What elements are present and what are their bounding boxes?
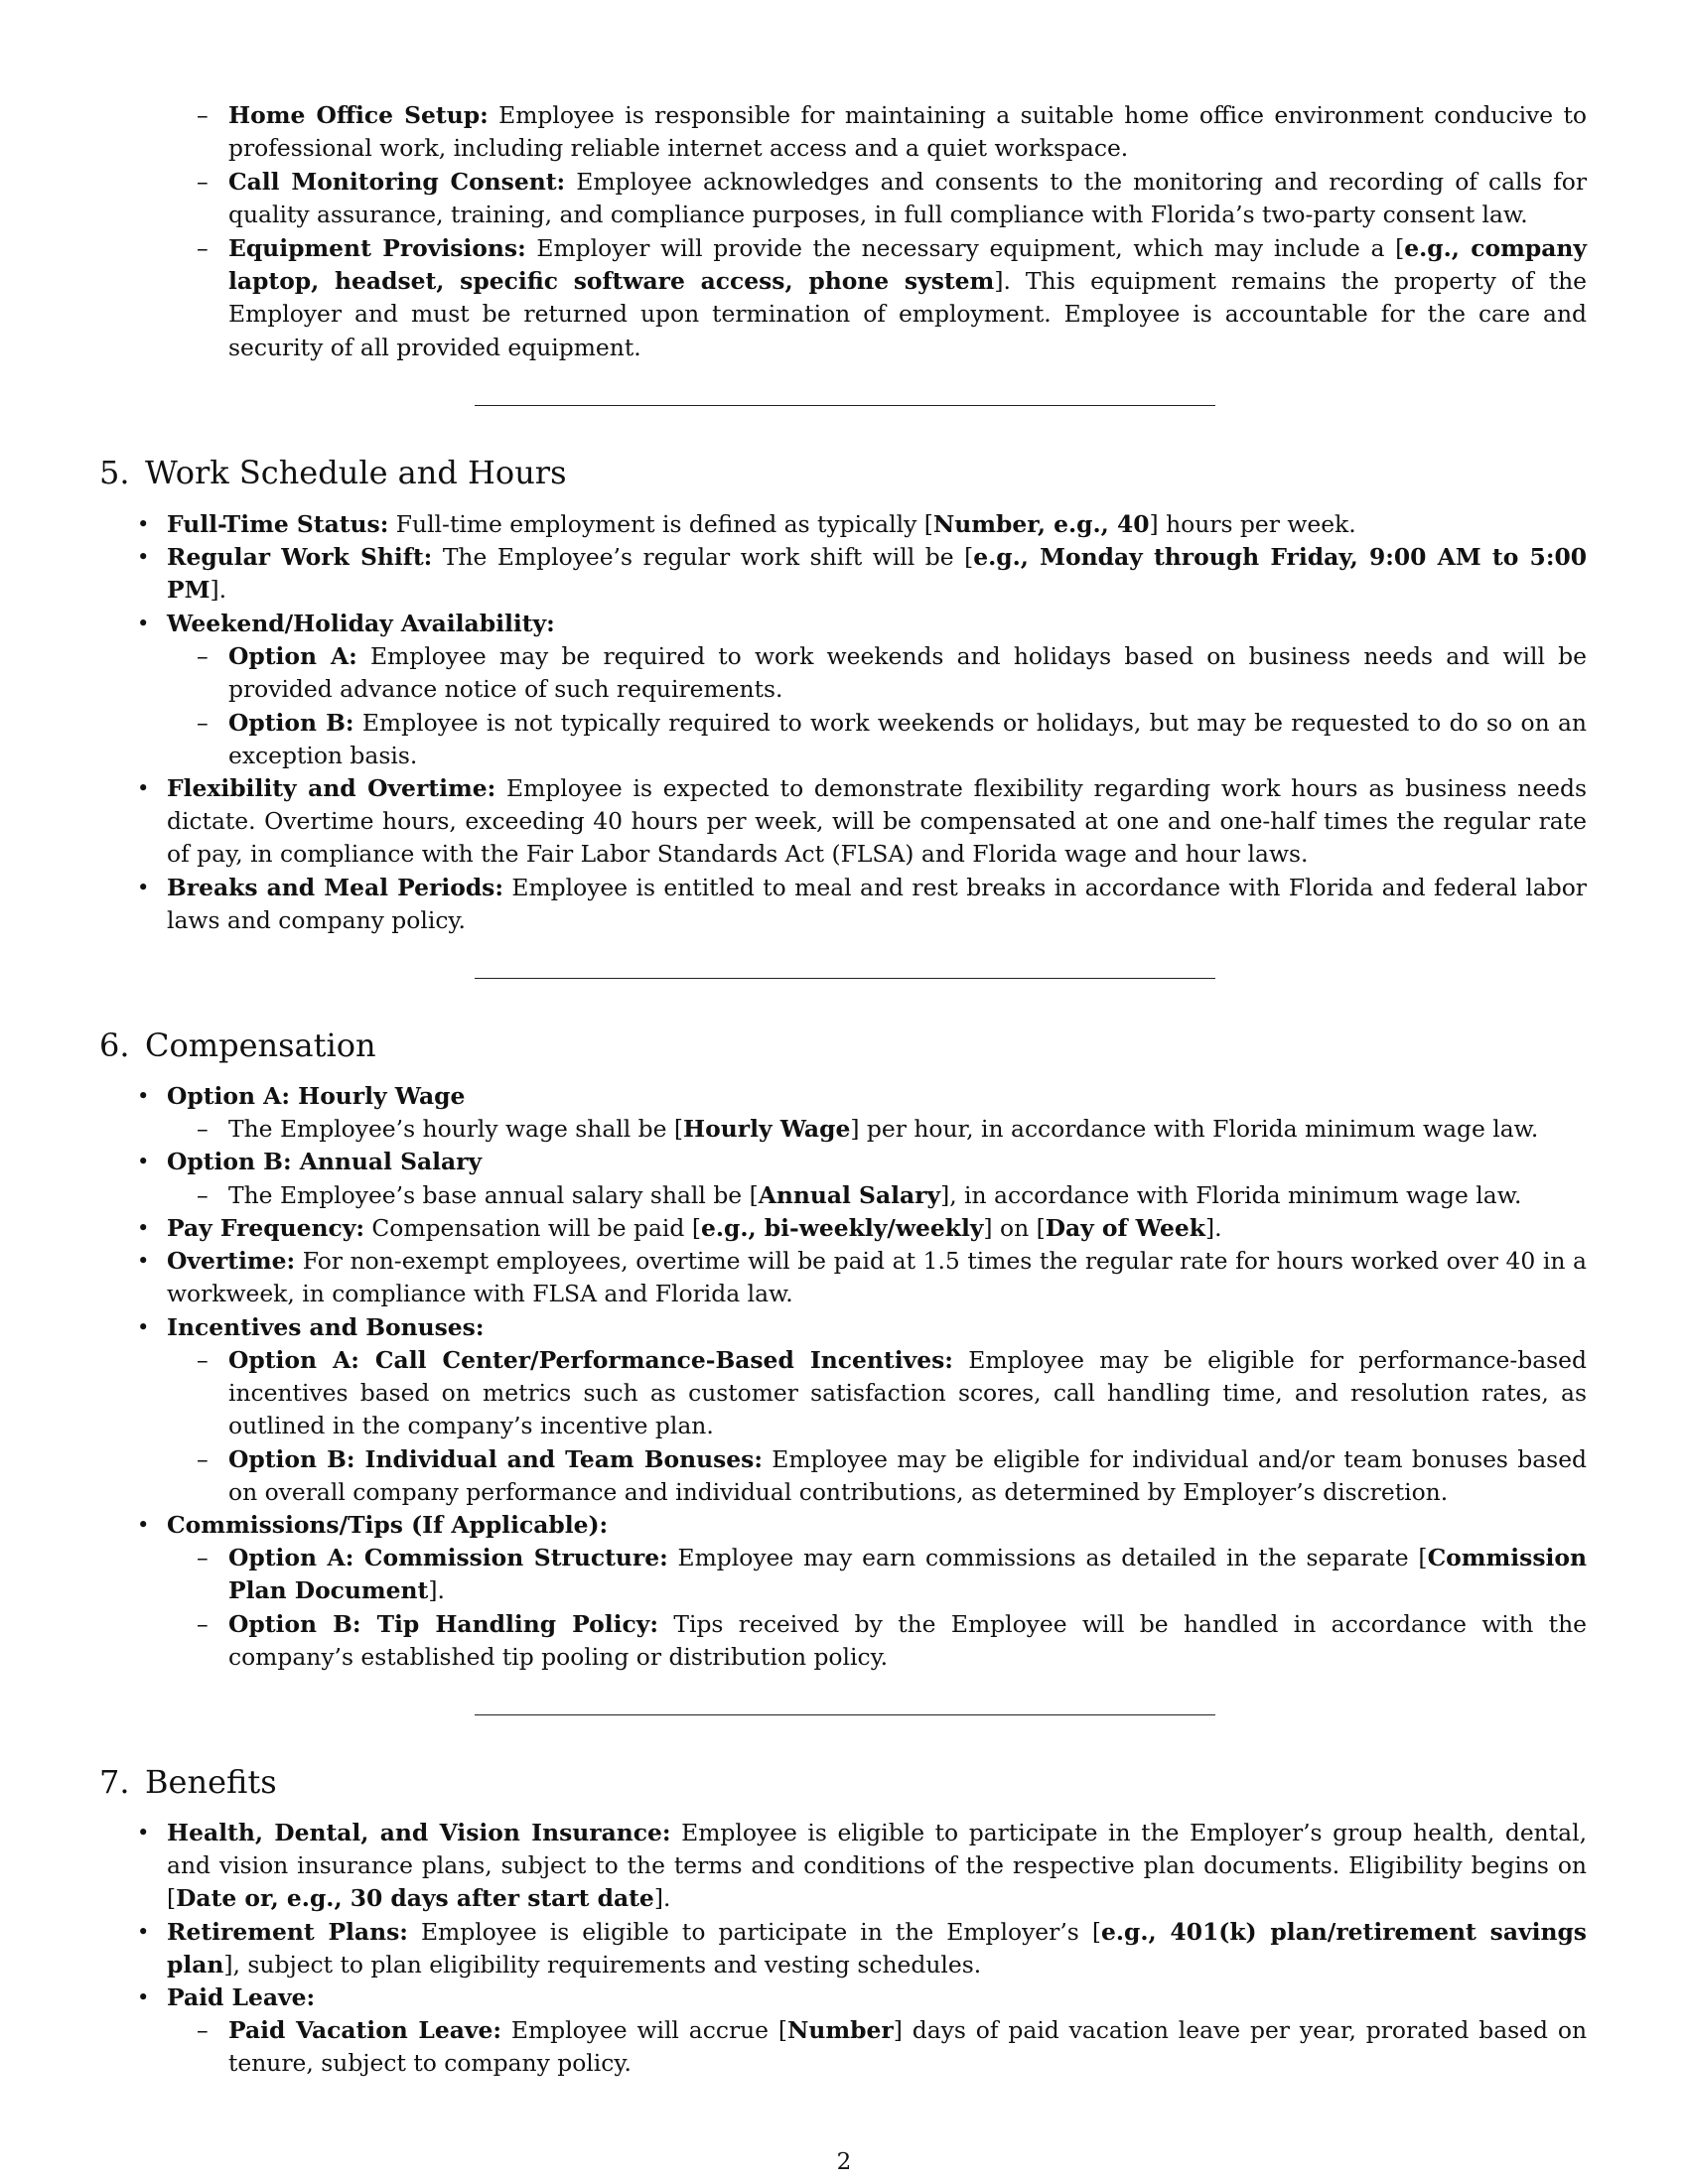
list-item-full-time: • Full-Time Status: Full-time employment is defined as typically [Number, e.g., 40] hours per week. (167, 508, 1587, 541)
dash-marker: – (197, 642, 209, 670)
placeholder: e.g., Monday through Friday, 9:00 AM to 5:00 PM (167, 543, 1588, 605)
placeholder: Annual Salary (758, 1181, 941, 1209)
list-item-commissions-option-b: – Option B: Tip Handling Policy: Tips received by the Employee will be handled in accordance with the company’s established tip pooling or distribution policy. (197, 1610, 1587, 1672)
dash-marker: – (197, 1346, 209, 1374)
bullet-marker: • (137, 612, 150, 635)
dash-marker: – (197, 101, 209, 129)
list-item-breaks: • Breaks and Meal Periods: Employee is entitled to meal and rest breaks in accordance with Florida and federal labor laws and company policy. (137, 874, 1587, 935)
section-heading-7: 7. Benefits (99, 1763, 277, 1801)
placeholder: e.g., 401(k) plan/retirement savings plan (167, 1918, 1587, 1979)
dash-marker: – (197, 1544, 209, 1571)
bullet-marker: • (137, 1084, 150, 1108)
bullet-marker: • (137, 1315, 150, 1339)
dash-marker: – (197, 168, 209, 196)
dash-marker: – (197, 1181, 209, 1209)
list-item-incentives: • Incentives and Bonuses: (167, 1311, 1587, 1344)
list-item-incentives-option-b: – Option B: Individual and Team Bonuses: Employee may be eligible for individual and/or team bonuses based on overall company performance and individual contributions, as determined by Employer’s discretion. (197, 1445, 1588, 1507)
list-item-call-monitoring: – Call Monitoring Consent: Employee acknowledges and consents to the monitoring and recording of calls for quality assurance, training, and compliance purposes, in full compliance with Florida’s two-party consent law. (197, 168, 1588, 229)
list-item-commissions-option-a: – Option A: Commission Structure: Employee may earn commissions as detailed in the separate [Commission Plan Document]. (197, 1544, 1587, 1605)
dash-marker: – (197, 1445, 209, 1473)
list-item-home-office: – Home Office Setup: Employee is responsible for maintaining a suitable home office environment conducive to professional work, including reliable internet access and a quiet workspace. (197, 101, 1588, 163)
dash-marker: – (197, 1610, 209, 1638)
placeholder: e.g., bi-weekly/weekly (700, 1214, 984, 1242)
placeholder: e.g., company laptop, headset, specific software access, phone system (228, 234, 1587, 296)
list-item-overtime: • Overtime: For non-exempt employees, overtime will be paid at 1.5 times the regular rate for hours worked over 40 in a workweek, in compliance with FLSA and Florida law. (137, 1247, 1588, 1308)
bullet-marker: • (137, 545, 150, 569)
list-item-equipment: – Equipment Provisions: Employer will provide the necessary equipment, which may include a [e.g., company laptop, headset, specific software access, phone system]. This equipment remains the property of the Employer and must be returned upon termination of employment. Employee is accountable for the care and security of all provided equipment. (197, 234, 1587, 361)
section-heading-5: 5. Work Schedule and Hours (99, 454, 567, 491)
bullet-marker: • (137, 1513, 150, 1537)
section-divider (475, 1714, 1215, 1715)
list-item-incentives-option-a: – Option A: Call Center/Performance-Based Incentives: Employee may be eligible for performance-based incentives based on metrics such as customer satisfaction scores, call handling time, and resolution rates, as outlined in the company’s incentive plan. (197, 1346, 1588, 1440)
list-item-regular-shift: • Regular Work Shift: The Employee’s regular work shift will be [e.g., Monday through Friday, 9:00 AM to 5:00 PM]. (137, 543, 1588, 605)
bullet-marker: • (137, 1249, 150, 1273)
dash-marker: – (197, 234, 209, 262)
page-number: 2 (836, 2149, 852, 2175)
placeholder: Day of Week (1045, 1214, 1206, 1242)
section-divider (475, 405, 1215, 406)
dash-marker: – (197, 709, 209, 737)
list-item-paid-leave: • Paid Leave: (167, 1981, 1587, 2014)
placeholder: Date or, e.g., 30 days after start date (176, 1884, 654, 1913)
section-divider (475, 978, 1215, 979)
bullet-marker: • (137, 1216, 150, 1240)
placeholder: Commission Plan Document (228, 1544, 1587, 1605)
placeholder: Hourly Wage (683, 1115, 851, 1143)
list-item-hourly-wage-detail: – The Employee’s hourly wage shall be [Hourly Wage] per hour, in accordance with Florida minimum wage law. (228, 1113, 1587, 1146)
bullet-marker: • (137, 512, 150, 536)
list-item-weekend-option-a: – Option A: Employee may be required to work weekends and holidays based on business needs and will be provided advance notice of such requirements. (197, 642, 1587, 704)
section-heading-6: 6. Compensation (99, 1026, 376, 1064)
bullet-marker: • (137, 1985, 150, 2009)
placeholder: Number, e.g., 40 (932, 510, 1150, 538)
list-item-hourly-wage: • Option A: Hourly Wage (167, 1080, 1587, 1113)
list-item-flexibility: • Flexibility and Overtime: Employee is expected to demonstrate flexibility regarding work hours as business needs dictate. Overtime hours, exceeding 40 hours per week, will be compensated at one and one-half times the regular rate of pay, in compliance with the Fair Labor Standards Act (FLSA) and Florida wage and hour laws. (137, 774, 1588, 869)
list-item-paid-vacation: – Paid Vacation Leave: Employee will accrue [Number] days of paid vacation leave per year, prorated based on tenure, subject to company policy. (197, 2016, 1588, 2078)
list-item-annual-salary: • Option B: Annual Salary (167, 1146, 1587, 1178)
bullet-marker: • (137, 1920, 150, 1944)
list-item-commissions: • Commissions/Tips (If Applicable): (167, 1509, 1587, 1542)
list-item-pay-frequency: • Pay Frequency: Compensation will be paid [e.g., bi-weekly/weekly] on [Day of Week]. (167, 1212, 1587, 1245)
list-item-weekend-option-b: – Option B: Employee is not typically required to work weekends or holidays, but may be requested to do so on an exception basis. (197, 709, 1587, 770)
list-item-health-insurance: • Health, Dental, and Vision Insurance: Employee is eligible to participate in the Employer’s group health, dental, and vision insurance plans, subject to the terms and conditions of the respective plan documents. Eligibility begins on [Date or, e.g., 30 days after start date]. (137, 1819, 1588, 1913)
dash-marker: – (197, 2016, 209, 2044)
dash-marker: – (197, 1115, 209, 1143)
bullet-marker: • (137, 876, 150, 899)
placeholder: Number (787, 2016, 894, 2044)
bullet-marker: • (137, 1150, 150, 1173)
list-item-weekend: • Weekend/Holiday Availability: (167, 608, 1587, 640)
bullet-marker: • (137, 1821, 150, 1844)
list-item-retirement: • Retirement Plans: Employee is eligible to participate in the Employer’s [e.g., 401(k) plan/retirement savings plan], subject to plan eligibility requirements and vesting schedules. (137, 1918, 1587, 1979)
list-item-annual-salary-detail: – The Employee’s base annual salary shall be [Annual Salary], in accordance with Florida minimum wage law. (228, 1179, 1587, 1212)
bullet-marker: • (137, 776, 150, 800)
